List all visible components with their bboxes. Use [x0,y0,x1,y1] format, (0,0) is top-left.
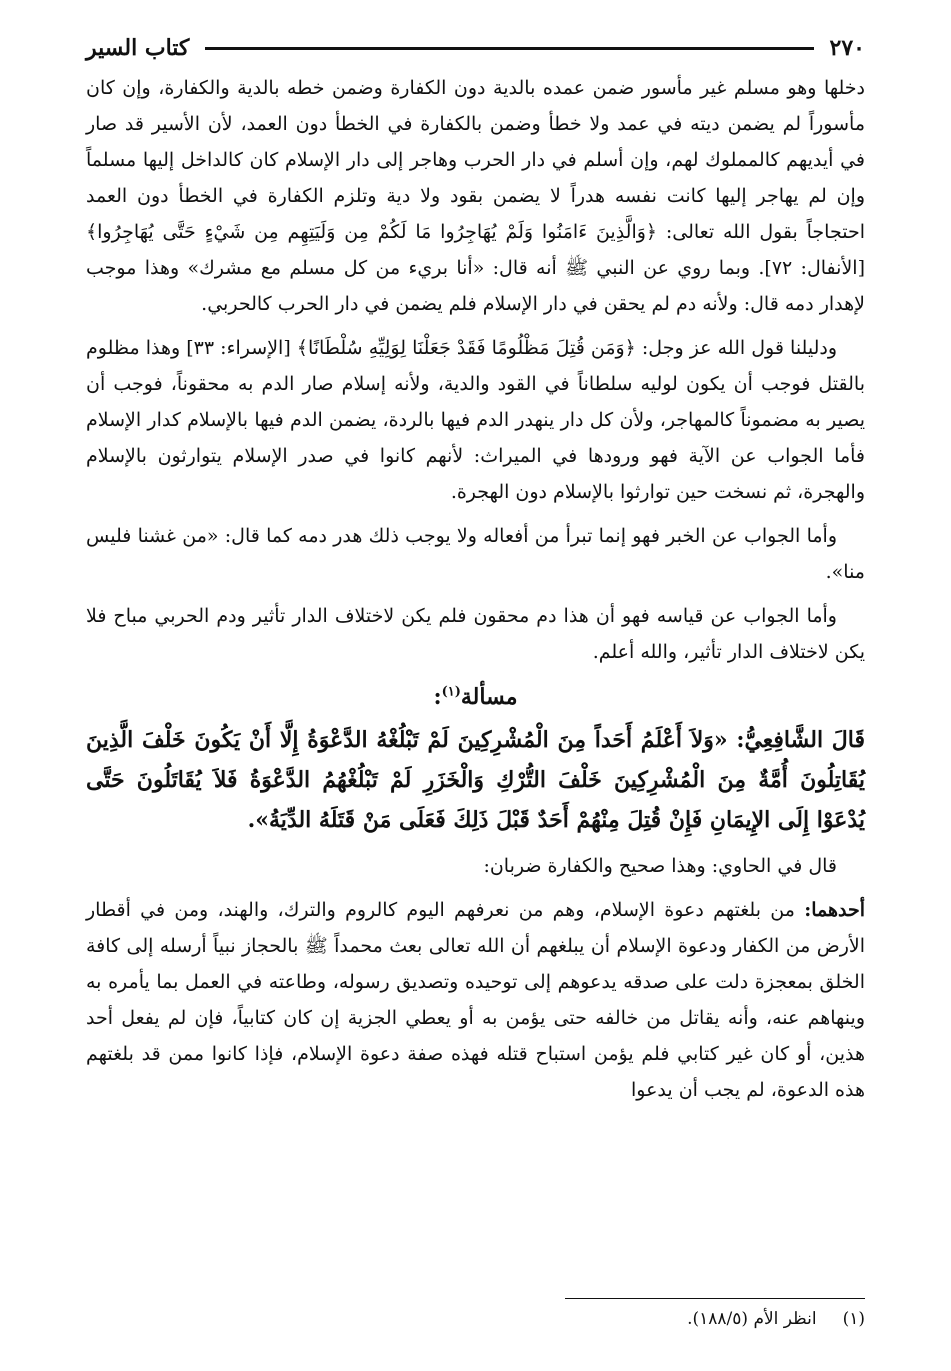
first-type-text: من بلغتهم دعوة الإسلام، وهم من نعرفهم اليوم كالروم والترك، والهند، ومن في أقطار الأرض من الكفار ودعوة الإسلام أن يبلغهم أن الله تعالى بعث محمداً ﷺ بالحجاز نبياً أرسله إلى كافة الخلق بمعجزة دلت على صدقه يدعوهم إلى توحيده وتصديق رسوله، وطاعته في العمل بما يأمره به وينهاهم عنه، وأنه يقاتل من خالفه حتى يؤمن به أو يعطي الجزية إن كان كتابياً، فإن لم يفعل أحد هذين، أو كان غير كتابي فلم يؤمن استباح قتله فهذه صفة دعوة الإسلام، فإذا كانوا ممن قد بلغتهم هذه الدعوة، لم يجب أن يدعوا [86,899,865,1101]
header-rule [205,47,813,50]
section-title-text: مسألة [460,684,518,710]
page-number: ٢٧٠ [829,35,865,61]
first-type-lead: أحدهما: [804,899,865,921]
section-title-colon: : [433,684,442,710]
paragraph: وأما الجواب عن قياسه فهو أن هذا دم محقون فلم يكن لاختلاف الدار تأثير ودم الحربي مباح فلا يكن لاختلاف الدار تأثير، والله أعلم. [86,605,865,663]
shafii-quote: قَالَ الشَّافِعِيُّ: «وَلاَ أَعْلَمُ أَحَداً مِنَ الْمُشْرِكِينَ لَمْ تَبْلُغْهُ الدَّعْوَةُ إِلَّا أَنْ يَكُونَ خَلْفَ الَّذِينَ يُقَاتِلُونَ أُمَّةٌ مِنَ الْمُشْرِكِينَ خَلْفَ التُّرْكِ وَالْخَزَرِ لَمْ تَبْلُغْهُمُ الدَّعْوَةُ فَلاَ يُقَاتَلُونَ حَتَّى يُدْعَوْا إِلَى الإِيمَانِ فَإِنْ قُتِلَ مِنْهُمْ أَحَدٌ قَبْلَ ذَلِكَ فَعَلَى مَنْ قَتَلَهُ الدِّيَةُ». [86,727,865,833]
paragraph: دخلها وهو مسلم غير مأسور ضمن عمده بالدية دون الكفارة وضمن خطه بالدية والكفارة، وإن كان مأسوراً لم يضمن ديته في عمد ولا خطأ وضمن بالكفارة في الخطأ دون العمد، لأن الأسير قد صار في أيديهم كالمملوك لهم، وإن أسلم في دار الحرب وهاجر إلى دار الإسلام كان كالداخل إليها مسلماً وإن لم يهاجر إليها كانت نفسه هدراً لا يضمن بقود ولا دية وتلزم الكفارة في الخطأ دون العمد احتجاجاً بقول الله تعالى: ﴿وَالَّذِينَ ءَامَنُوا وَلَمْ يُهَاجِرُوا مَا لَكُمْ مِن وَلَيَتِهِم مِن شَيْءٍ حَتَّى يُهَاجِرُوا﴾ [الأنفال: ٧٢]. وبما روي عن النبي ﷺ أنه قال: «أنا بريء من كل مسلم مع مشرك» وهذا موجب لإهدار دمه قال: ولأنه دم لم يحقن في دار الإسلام فلم يضمن في دار الحرب كالحربي. [86,77,865,315]
footnote-ref: (١) [441,684,461,700]
book-title: كتاب السير [86,35,190,61]
footnote-rule [565,1298,865,1299]
hawi-line: قال في الحاوي: وهذا صحيح والكفارة ضربان: [483,855,837,877]
paragraph: وأما الجواب عن الخبر فهو إنما تبرأ من أفعاله ولا يوجب ذلك هدر دمه كما قال: «من غشنا فليس منا». [86,525,865,583]
paragraph: ودليلنا قول الله عز وجل: ﴿وَمَن قُتِلَ مَظْلُومًا فَقَدْ جَعَلْنَا لِوَلِيِّهِ سُلْطَانًا﴾ [الإسراء: ٣٣] وهذا مظلوم بالقتل فوجب أن يكون لوليه سلطاناً في القود والدية، ولأنه إسلام صار الدم به محقوناً، فوجب أن يصير به مضموناً كالمهاجر، ولأن كل دار ينهدر الدم فيها بالردة، يضمن الدم فيها بالإسلام كدار الإسلام فأما الجواب عن الآية فهو ورودها في الميراث: لأنهم كانوا في صدر الإسلام يتوارثون بالإسلام والهجرة، ثم نسخت حين توارثوا بالإسلام دون الهجرة. [86,337,865,503]
page-header [86,26,865,70]
footnote-marker: (١) [842,1309,865,1329]
section-title [86,684,865,710]
footnote [687,1304,865,1334]
footnote-text: انظر الأم (١٨٨/٥). [687,1309,817,1329]
page-body [86,70,865,1281]
first-type-paragraph [86,892,865,1108]
